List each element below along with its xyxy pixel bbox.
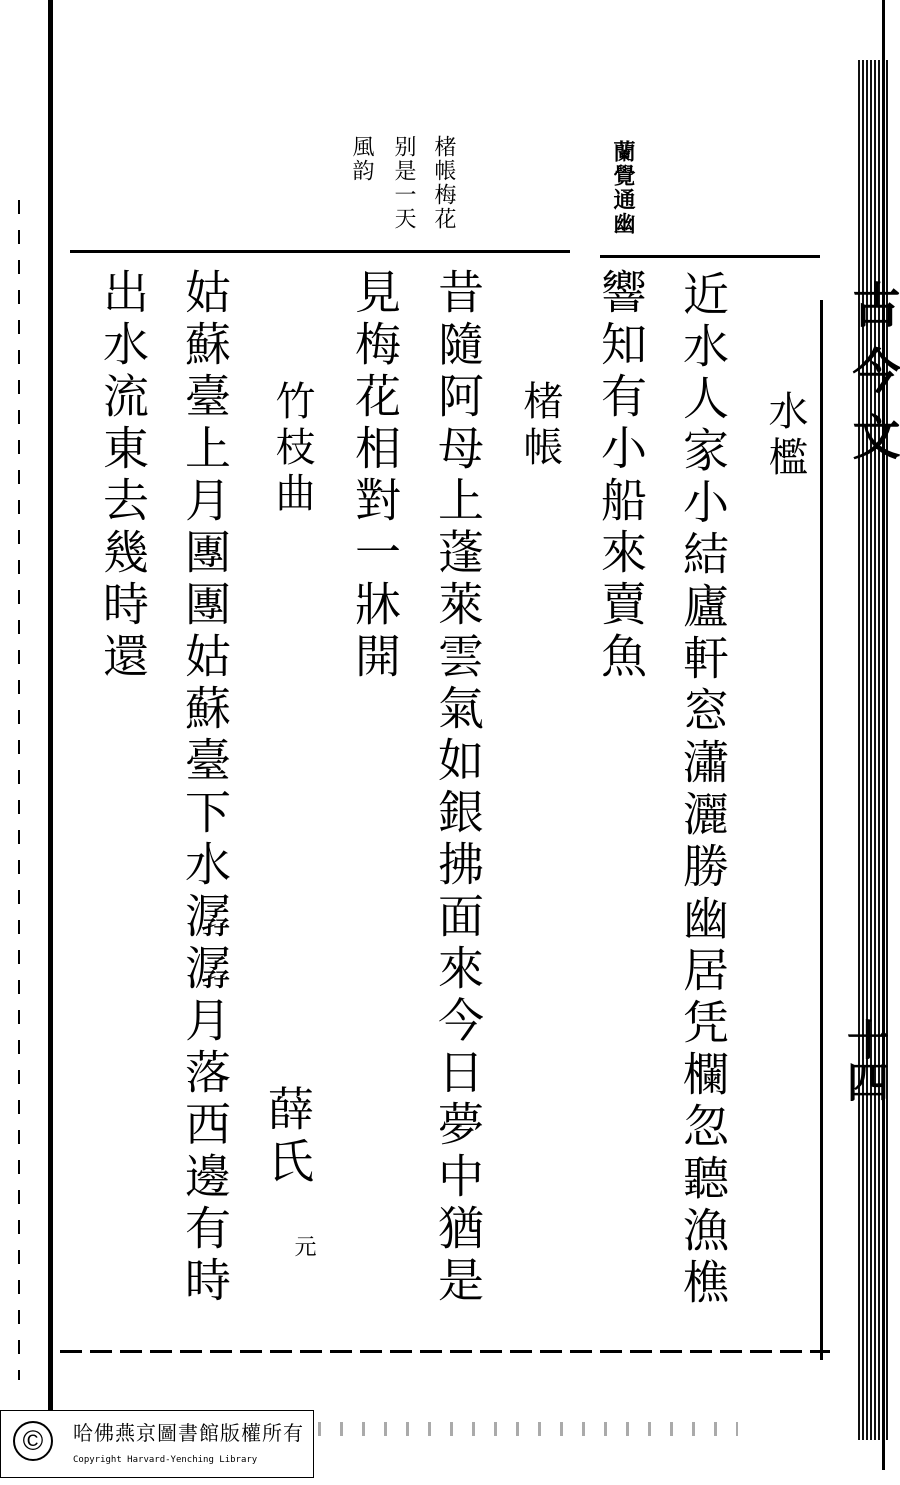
running-header: 古今文 bbox=[844, 280, 900, 478]
right-border-line bbox=[882, 0, 885, 1470]
poem-title-chuzhang: 楮帳 bbox=[517, 380, 563, 472]
scan-noise bbox=[318, 1422, 738, 1436]
poem-author-note: 元 bbox=[291, 1235, 316, 1259]
top-rule-right bbox=[600, 255, 820, 258]
poem-shuijian-line1: 近水人家小結廬軒窓瀟灑勝幽居凭欄忽聽漁樵 bbox=[676, 270, 730, 1310]
folio-number: 十四 bbox=[841, 1018, 890, 1102]
left-margin-dashes bbox=[18, 200, 20, 1380]
poem-zhuzhiqu-line1: 姑蘇臺上月團團姑蘇臺下水潺潺月落西邊有時 bbox=[178, 268, 232, 1308]
annotation-chuzhang-1: 楮帳梅花 bbox=[431, 135, 456, 231]
poem-author: 薛氏 bbox=[261, 1085, 315, 1189]
annotation-chuzhang-2: 别是一天 bbox=[391, 135, 416, 231]
poem-chuzhang-line1: 昔隨阿母上蓬萊雲氣如銀拂面來今日夢中猶是 bbox=[431, 268, 485, 1308]
poem-title-zhuzhiqu: 竹枝曲 bbox=[269, 380, 315, 518]
inner-right-rule bbox=[820, 300, 823, 1360]
poem-title-shuijian: 水檻 bbox=[762, 390, 808, 482]
copyright-chinese: 哈佛燕京圖書館版權所有 bbox=[73, 1421, 304, 1445]
poem-chuzhang-line2: 見梅花相對一牀開 bbox=[348, 268, 402, 684]
bottom-rule bbox=[60, 1350, 830, 1353]
annotation-top: 蘭覺通幽 bbox=[610, 140, 636, 236]
copyright-footer bbox=[0, 1410, 314, 1478]
poem-shuijian-line2: 響知有小船來賣魚 bbox=[594, 268, 648, 684]
poem-zhuzhiqu-line2: 出水流東去幾時還 bbox=[96, 268, 150, 684]
top-rule bbox=[70, 250, 570, 253]
left-border-line bbox=[48, 0, 53, 1410]
copyright-icon: © bbox=[13, 1421, 53, 1461]
copyright-english: Copyright Harvard-Yenching Library bbox=[73, 1455, 258, 1465]
annotation-chuzhang-3: 風韵 bbox=[349, 135, 374, 183]
